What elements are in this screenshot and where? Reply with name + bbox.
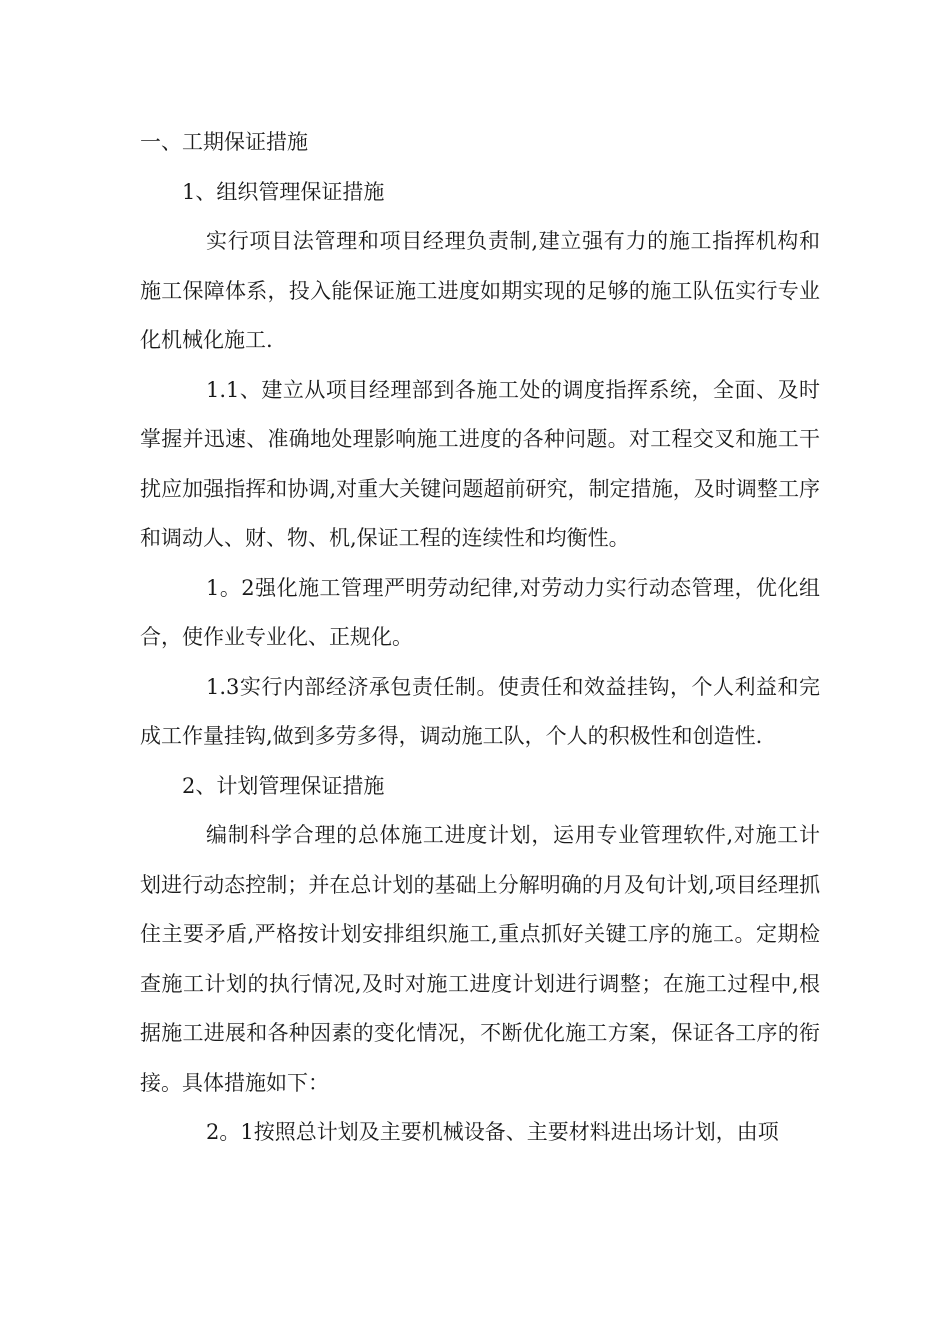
section-1-intro: 实行项目法管理和项目经理负责制,建立强有力的施工指挥机构和施工保障体系，投入能保证施工进度如期实现的足够的施工队伍实行专业化机械化施工. [140, 229, 820, 352]
document-heading: 一、工期保证措施 [140, 130, 308, 154]
section-1-title: 1、组织管理保证措施 [182, 179, 385, 204]
item-1-1: 1.1、建立从项目经理部到各施工处的调度指挥系统，全面、及时掌握并迅速、准确地处理影响施工进度的各种问题。对工程交叉和施工干扰应加强指挥和协调,对重大关键问题超前研究，制定措施，及时调整工序和调动人、财、物、机,保证工程的连续性和均衡性。 [140, 377, 820, 550]
item-1-3: 1.3实行内部经济承包责任制。使责任和效益挂钩，个人利益和完成工作量挂钩,做到多劳多得，调动施工队，个人的积极性和创造性. [140, 674, 820, 748]
section-2-title: 2、计划管理保证措施 [182, 773, 385, 798]
item-2-1: 2。1按照总计划及主要机械设备、主要材料进出场计划，由项 [206, 1120, 779, 1144]
item-1-2: 1。2强化施工管理严明劳动纪律,对劳动力实行动态管理，优化组合，使作业专业化、正规化。 [140, 575, 820, 649]
section-2-intro: 编制科学合理的总体施工进度计划，运用专业管理软件,对施工计划进行动态控制；并在总计划的基础上分解明确的月及旬计划,项目经理抓住主要矛盾,严格按计划安排组织施工,重点抓好关键工序的施工。定期检查施工计划的执行情况,及时对施工进度计划进行调整；在施工过程中,根据施工进展和各种因素的变化情况，不断优化施工方案，保证各工序的衔接。具体措施如下： [140, 823, 820, 1095]
document-body [140, 118, 820, 1158]
